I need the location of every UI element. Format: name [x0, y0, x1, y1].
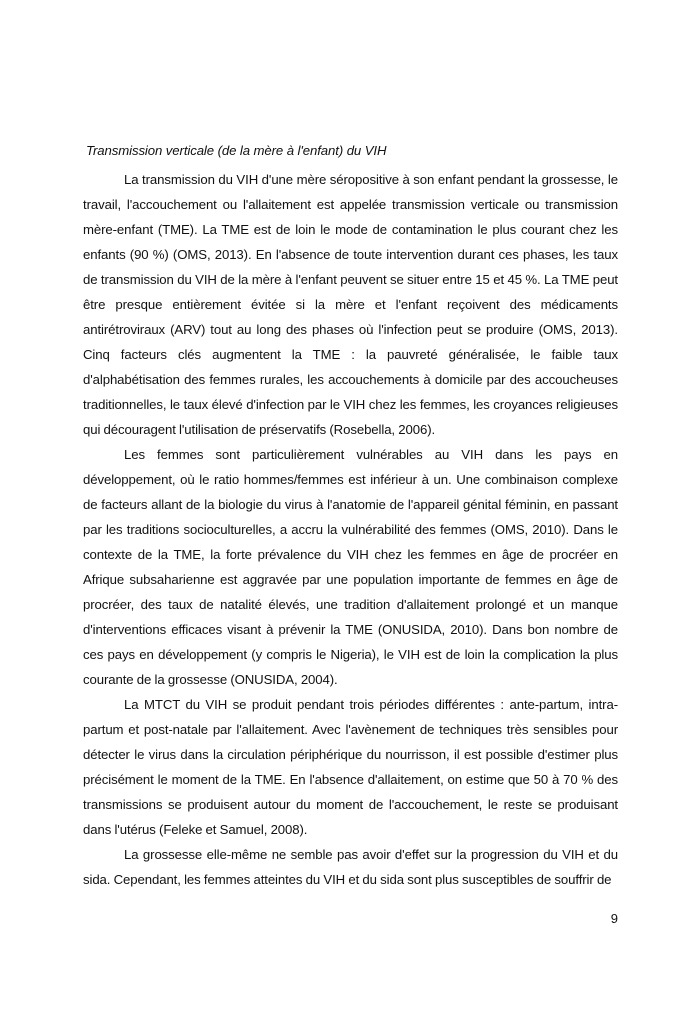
page-number: 9 [610, 911, 618, 926]
paragraph-2: Les femmes sont particulièrement vulnérables au VIH dans les pays en développement, où le ratio hommes/femmes est inférieur à un. Une combinaison complexe de facteurs allant de la biologie du virus à l'anatomie de l'appareil génital féminin, en passant par les traditions socioculturelles, a accru la vulnérabilité des femmes (OMS, 2010). Dans le contexte de la TME, la forte prévalence du VIH chez les femmes en âge de procréer en Afrique subsaharienne est aggravée par une population importante de femmes en âge de procréer, des taux de natalité élevés, une tradition d'allaitement prolongé et un manque d'interventions efficaces visant à prévenir la TME (ONUSIDA, 2010). Dans bon nombre de ces pays en développement (y compris le Nigeria), le VIH est de loin la complication la plus courante de la grossesse (ONUSIDA, 2004). [83, 447, 618, 687]
section-heading: Transmission verticale (de la mère à l'enfant) du VIH [86, 143, 387, 158]
paragraph-4: La grossesse elle-même ne semble pas avoir d'effet sur la progression du VIH et du sida. Cependant, les femmes atteintes du VIH et du sida sont plus susceptibles de souffrir de [83, 847, 618, 887]
paragraph-3: La MTCT du VIH se produit pendant trois périodes différentes : ante-partum, intra-partum et post-natale par l'allaitement. Avec l'avènement de techniques très sensibles pour détecter le virus dans la circulation périphérique du nourrisson, il est possible d'estimer plus précisément le moment de la TME. En l'absence d'allaitement, on estime que 50 à 70 % des transmissions se produisent autour du moment de l'accouchement, le reste se produisant dans l'utérus (Feleke et Samuel, 2008). [83, 697, 618, 837]
page-content [83, 141, 618, 892]
paragraph-1: La transmission du VIH d'une mère séropositive à son enfant pendant la grossesse, le travail, l'accouchement ou l'allaitement est appelée transmission verticale ou transmission mère-enfant (TME). La TME est de loin le mode de contamination le plus courant chez les enfants (90 %) (OMS, 2013). En l'absence de toute intervention durant ces phases, les taux de transmission du VIH de la mère à l'enfant peuvent se situer entre 15 et 45 %. La TME peut être presque entièrement évitée si la mère et l'enfant reçoivent des médicaments antirétroviraux (ARV) tout au long des phases où l'infection peut se produire (OMS, 2013). Cinq facteurs clés augmentent la TME : la pauvreté généralisée, le faible taux d'alphabétisation des femmes rurales, les accouchements à domicile par des accoucheuses traditionnelles, le taux élevé d'infection par le VIH chez les femmes, les croyances religieuses qui découragent l'utilisation de préservatifs (Rosebella, 2006). [83, 172, 618, 437]
